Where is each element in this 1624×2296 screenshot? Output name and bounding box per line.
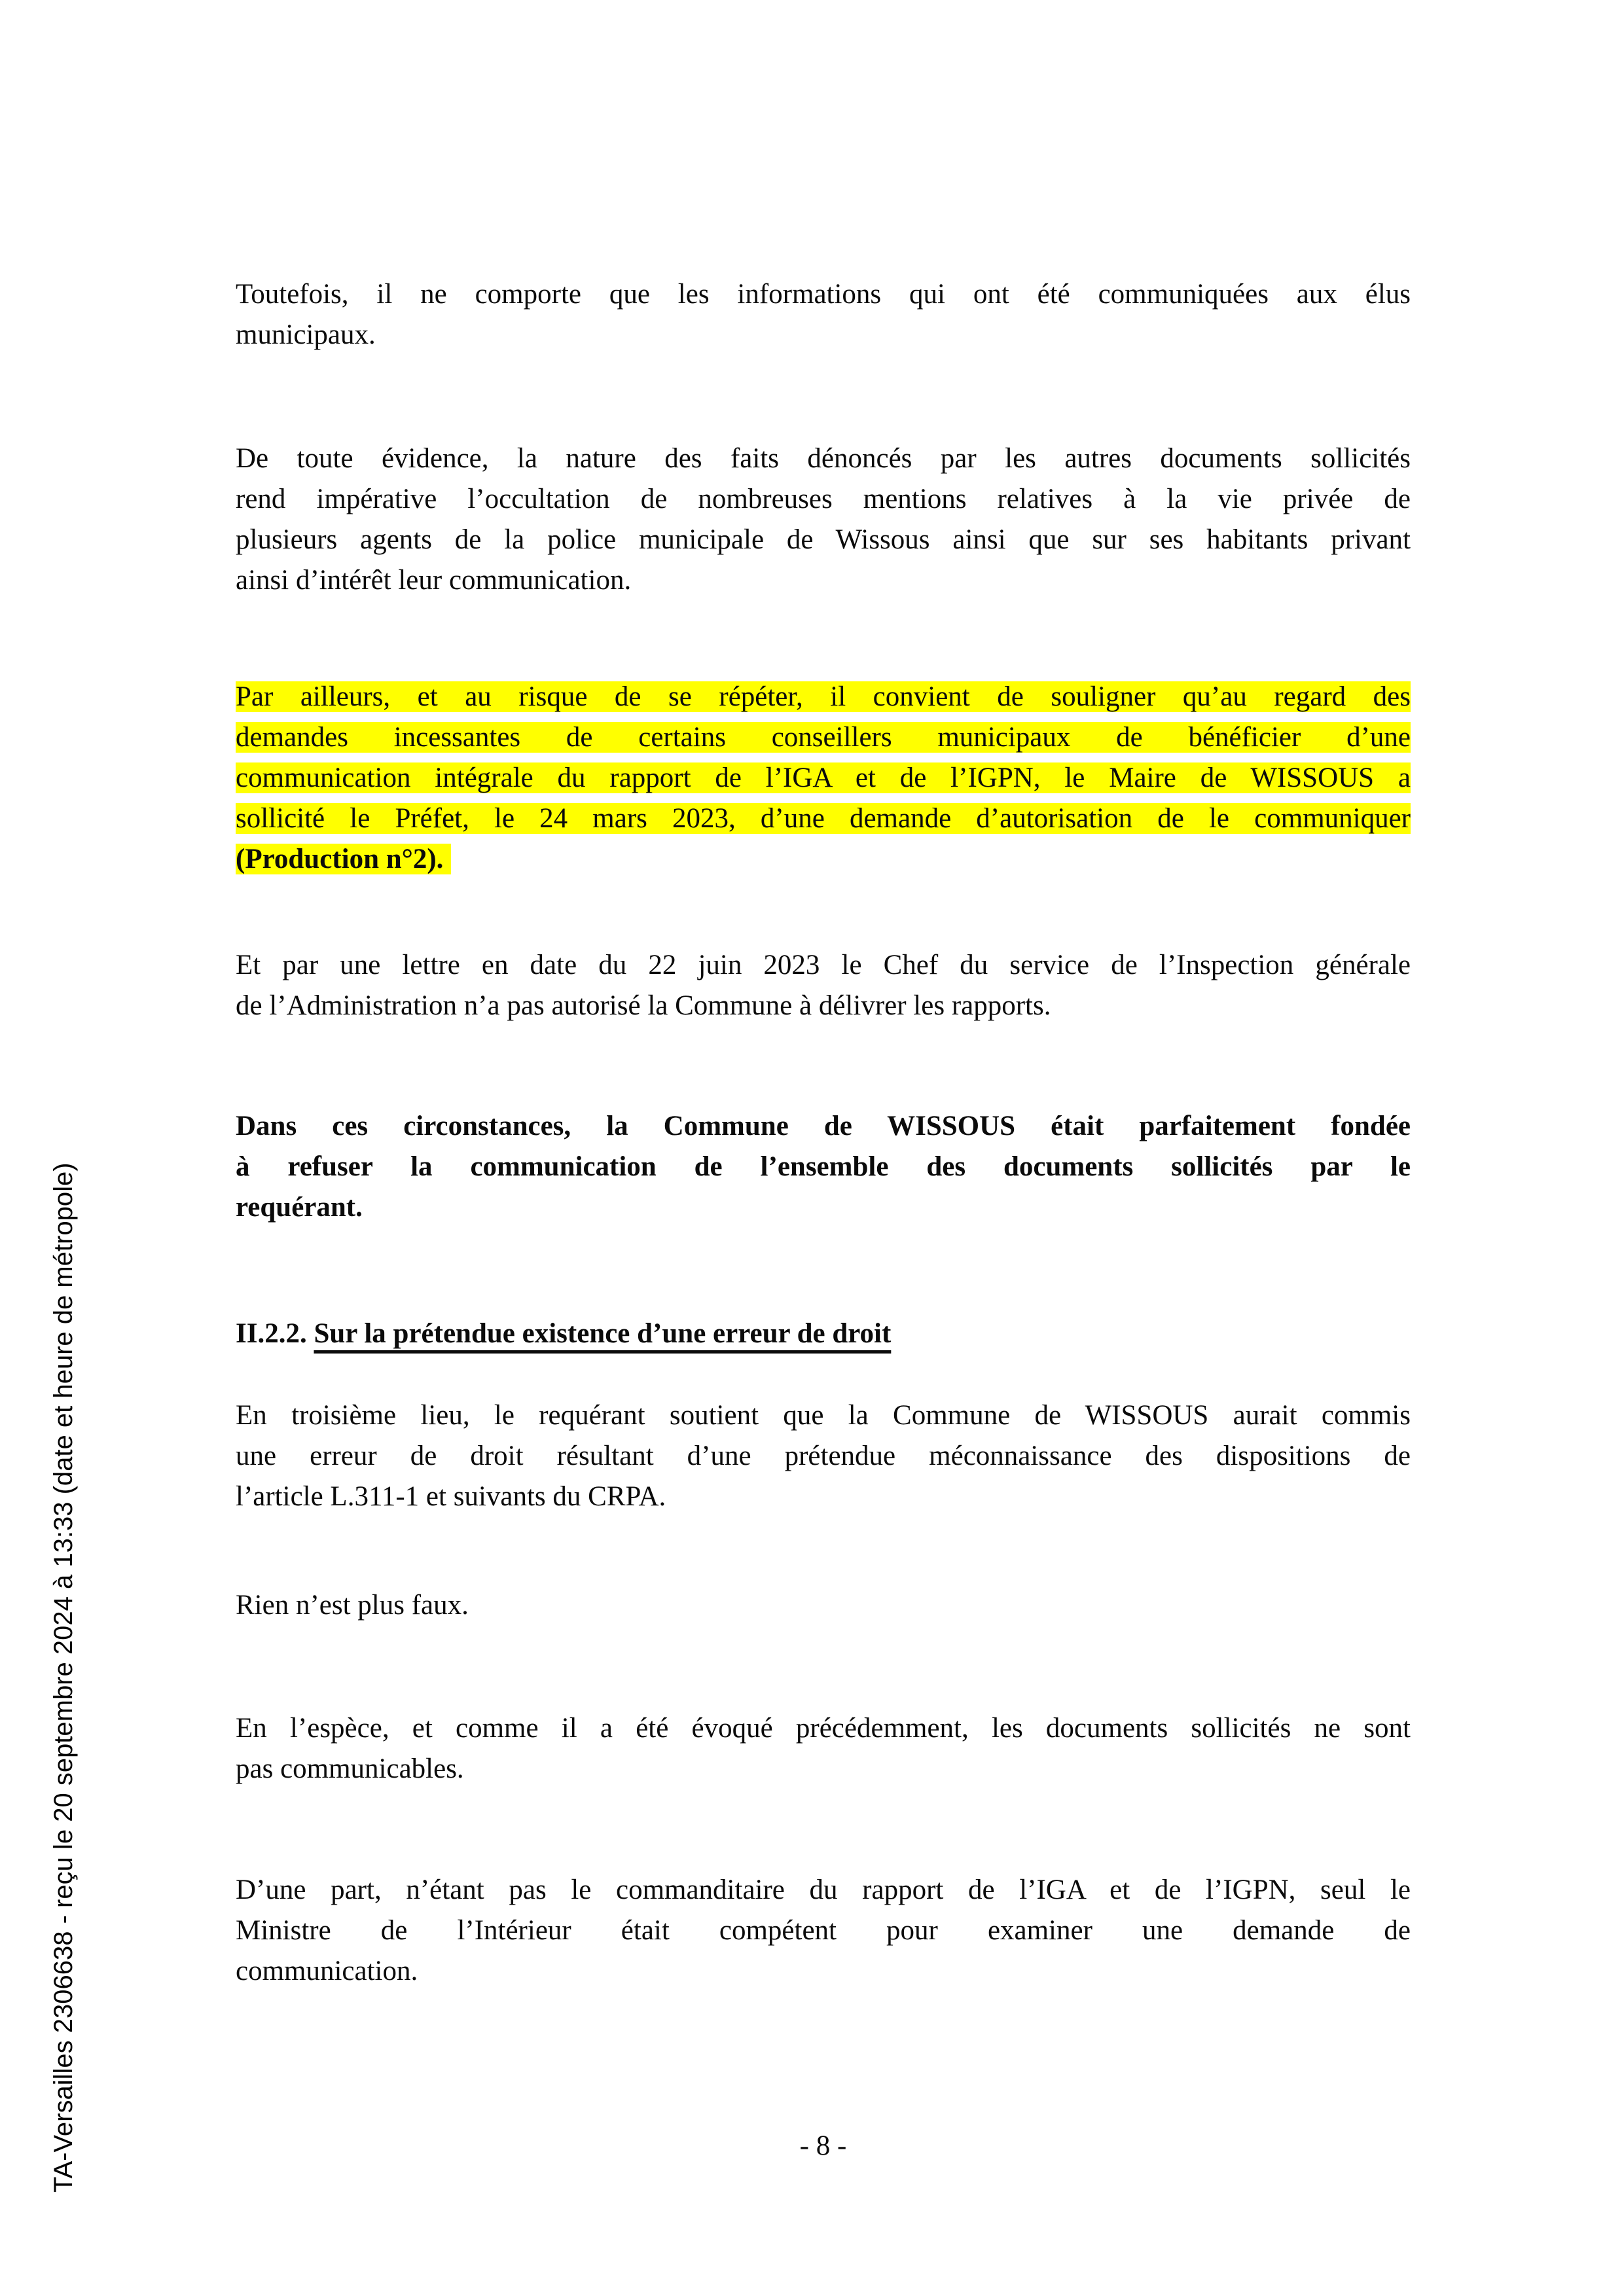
text-run: En troisième lieu, le requérant soutient que la Commune de WISSOUS aurait commis: [236, 1400, 1411, 1431]
text-line: [236, 839, 1411, 880]
para-rien-nest-plus-faux: [236, 1585, 1411, 1626]
text-line: [236, 1910, 1411, 1951]
text-run: requérant.: [236, 1192, 363, 1223]
text-line: [236, 1395, 1411, 1436]
text-line: [236, 520, 1411, 560]
text-line: [236, 1477, 1411, 1517]
text-line: [236, 274, 1411, 315]
text-line: [236, 798, 1411, 839]
heading-number: II.2.2.: [236, 1318, 314, 1349]
text-line: [236, 758, 1411, 798]
heading-II-2-2: [236, 1314, 1411, 1354]
text-run: De toute évidence, la nature des faits dénoncés par les autres documents sollicités: [236, 443, 1411, 474]
text-line: [236, 677, 1411, 717]
text-run: pas communicables.: [236, 1753, 464, 1784]
text-line: [236, 479, 1411, 520]
highlighted-text: (Production n°2).: [236, 844, 444, 874]
text-run: de l’Administration n’a pas autorisé la Commune à délivrer les rapports.: [236, 990, 1051, 1021]
para-highlighted-par-ailleurs: [236, 677, 1411, 880]
text-run: une erreur de droit résultant d’une prétendue méconnaissance des dispositions de: [236, 1441, 1411, 1471]
para-dans-ces-circonstances: [236, 1106, 1411, 1228]
text-line: [236, 1106, 1411, 1147]
heading-line: [236, 1314, 1411, 1354]
text-run: municipaux.: [236, 319, 376, 350]
text-run: l’article L.311-1 et suivants du CRPA.: [236, 1481, 666, 1512]
text-line: [236, 1147, 1411, 1187]
text-line: [236, 560, 1411, 601]
text-run: communication.: [236, 1956, 418, 1986]
highlighted-text: sollicité le Préfet, le 24 mars 2023, d’une demande d’autorisation de le communiquer: [236, 803, 1411, 834]
page-number: - 8 -: [799, 2130, 847, 2161]
text-line: [236, 1749, 1411, 1789]
text-line: [236, 986, 1411, 1026]
text-run: Et par une lettre en date du 22 juin 2023 le Chef du service de l’Inspection générale: [236, 950, 1411, 980]
text-run: Ministre de l’Intérieur était compétent pour examiner une demande de: [236, 1915, 1411, 1946]
text-line: [236, 315, 1411, 355]
text-line: [236, 717, 1411, 758]
text-run: En l’espèce, et comme il a été évoqué précédemment, les documents sollicités ne sont: [236, 1713, 1411, 1744]
para-en-lespece: [236, 1708, 1411, 1789]
text-run: à refuser la communication de l’ensemble des documents sollicités par le: [236, 1151, 1411, 1182]
text-line: [236, 945, 1411, 986]
para-dune-part: [236, 1870, 1411, 1992]
para-et-par-une-lettre: [236, 945, 1411, 1026]
text-run: Rien n’est plus faux.: [236, 1590, 469, 1621]
text-run: plusieurs agents de la police municipale de Wissous ainsi que sur ses habitants privant: [236, 524, 1411, 555]
text-line: [236, 1436, 1411, 1477]
para-de-toute-evidence: [236, 439, 1411, 601]
text-run: D’une part, n’étant pas le commanditaire du rapport de l’IGA et de l’IGPN, seul le: [236, 1874, 1411, 1905]
text-run: ainsi d’intérêt leur communication.: [236, 565, 632, 596]
para-toutefois: [236, 274, 1411, 355]
text-run: Dans ces circonstances, la Commune de WISSOUS était parfaitement fondée: [236, 1111, 1411, 1141]
highlighted-text: demandes incessantes de certains conseillers municipaux de bénéficier d’une: [236, 722, 1411, 753]
para-en-troisieme-lieu: [236, 1395, 1411, 1517]
text-line: [236, 1870, 1411, 1910]
sidebar-stamp-text: TA-Versailles 2306638 - reçu le 20 septembre 2024 à 13:33 (date et heure de métropole): [49, 1162, 78, 2193]
highlighted-text: Par ailleurs, et au risque de se répéter, il convient de souligner qu’au regard des: [236, 681, 1411, 712]
text-line: [236, 439, 1411, 479]
highlighted-text: communication intégrale du rapport de l’IGA et de l’IGPN, le Maire de WISSOUS a: [236, 762, 1411, 793]
heading-title: Sur la prétendue existence d’une erreur de droit: [314, 1318, 892, 1349]
text-line: [236, 1951, 1411, 1992]
text-line: [236, 1708, 1411, 1749]
text-run: Toutefois, il ne comporte que les informations qui ont été communiquées aux élus: [236, 279, 1411, 310]
text-line: [236, 1187, 1411, 1228]
text-line: [236, 1585, 1411, 1626]
text-run: rend impérative l’occultation de nombreuses mentions relatives à la vie privée de: [236, 484, 1411, 514]
